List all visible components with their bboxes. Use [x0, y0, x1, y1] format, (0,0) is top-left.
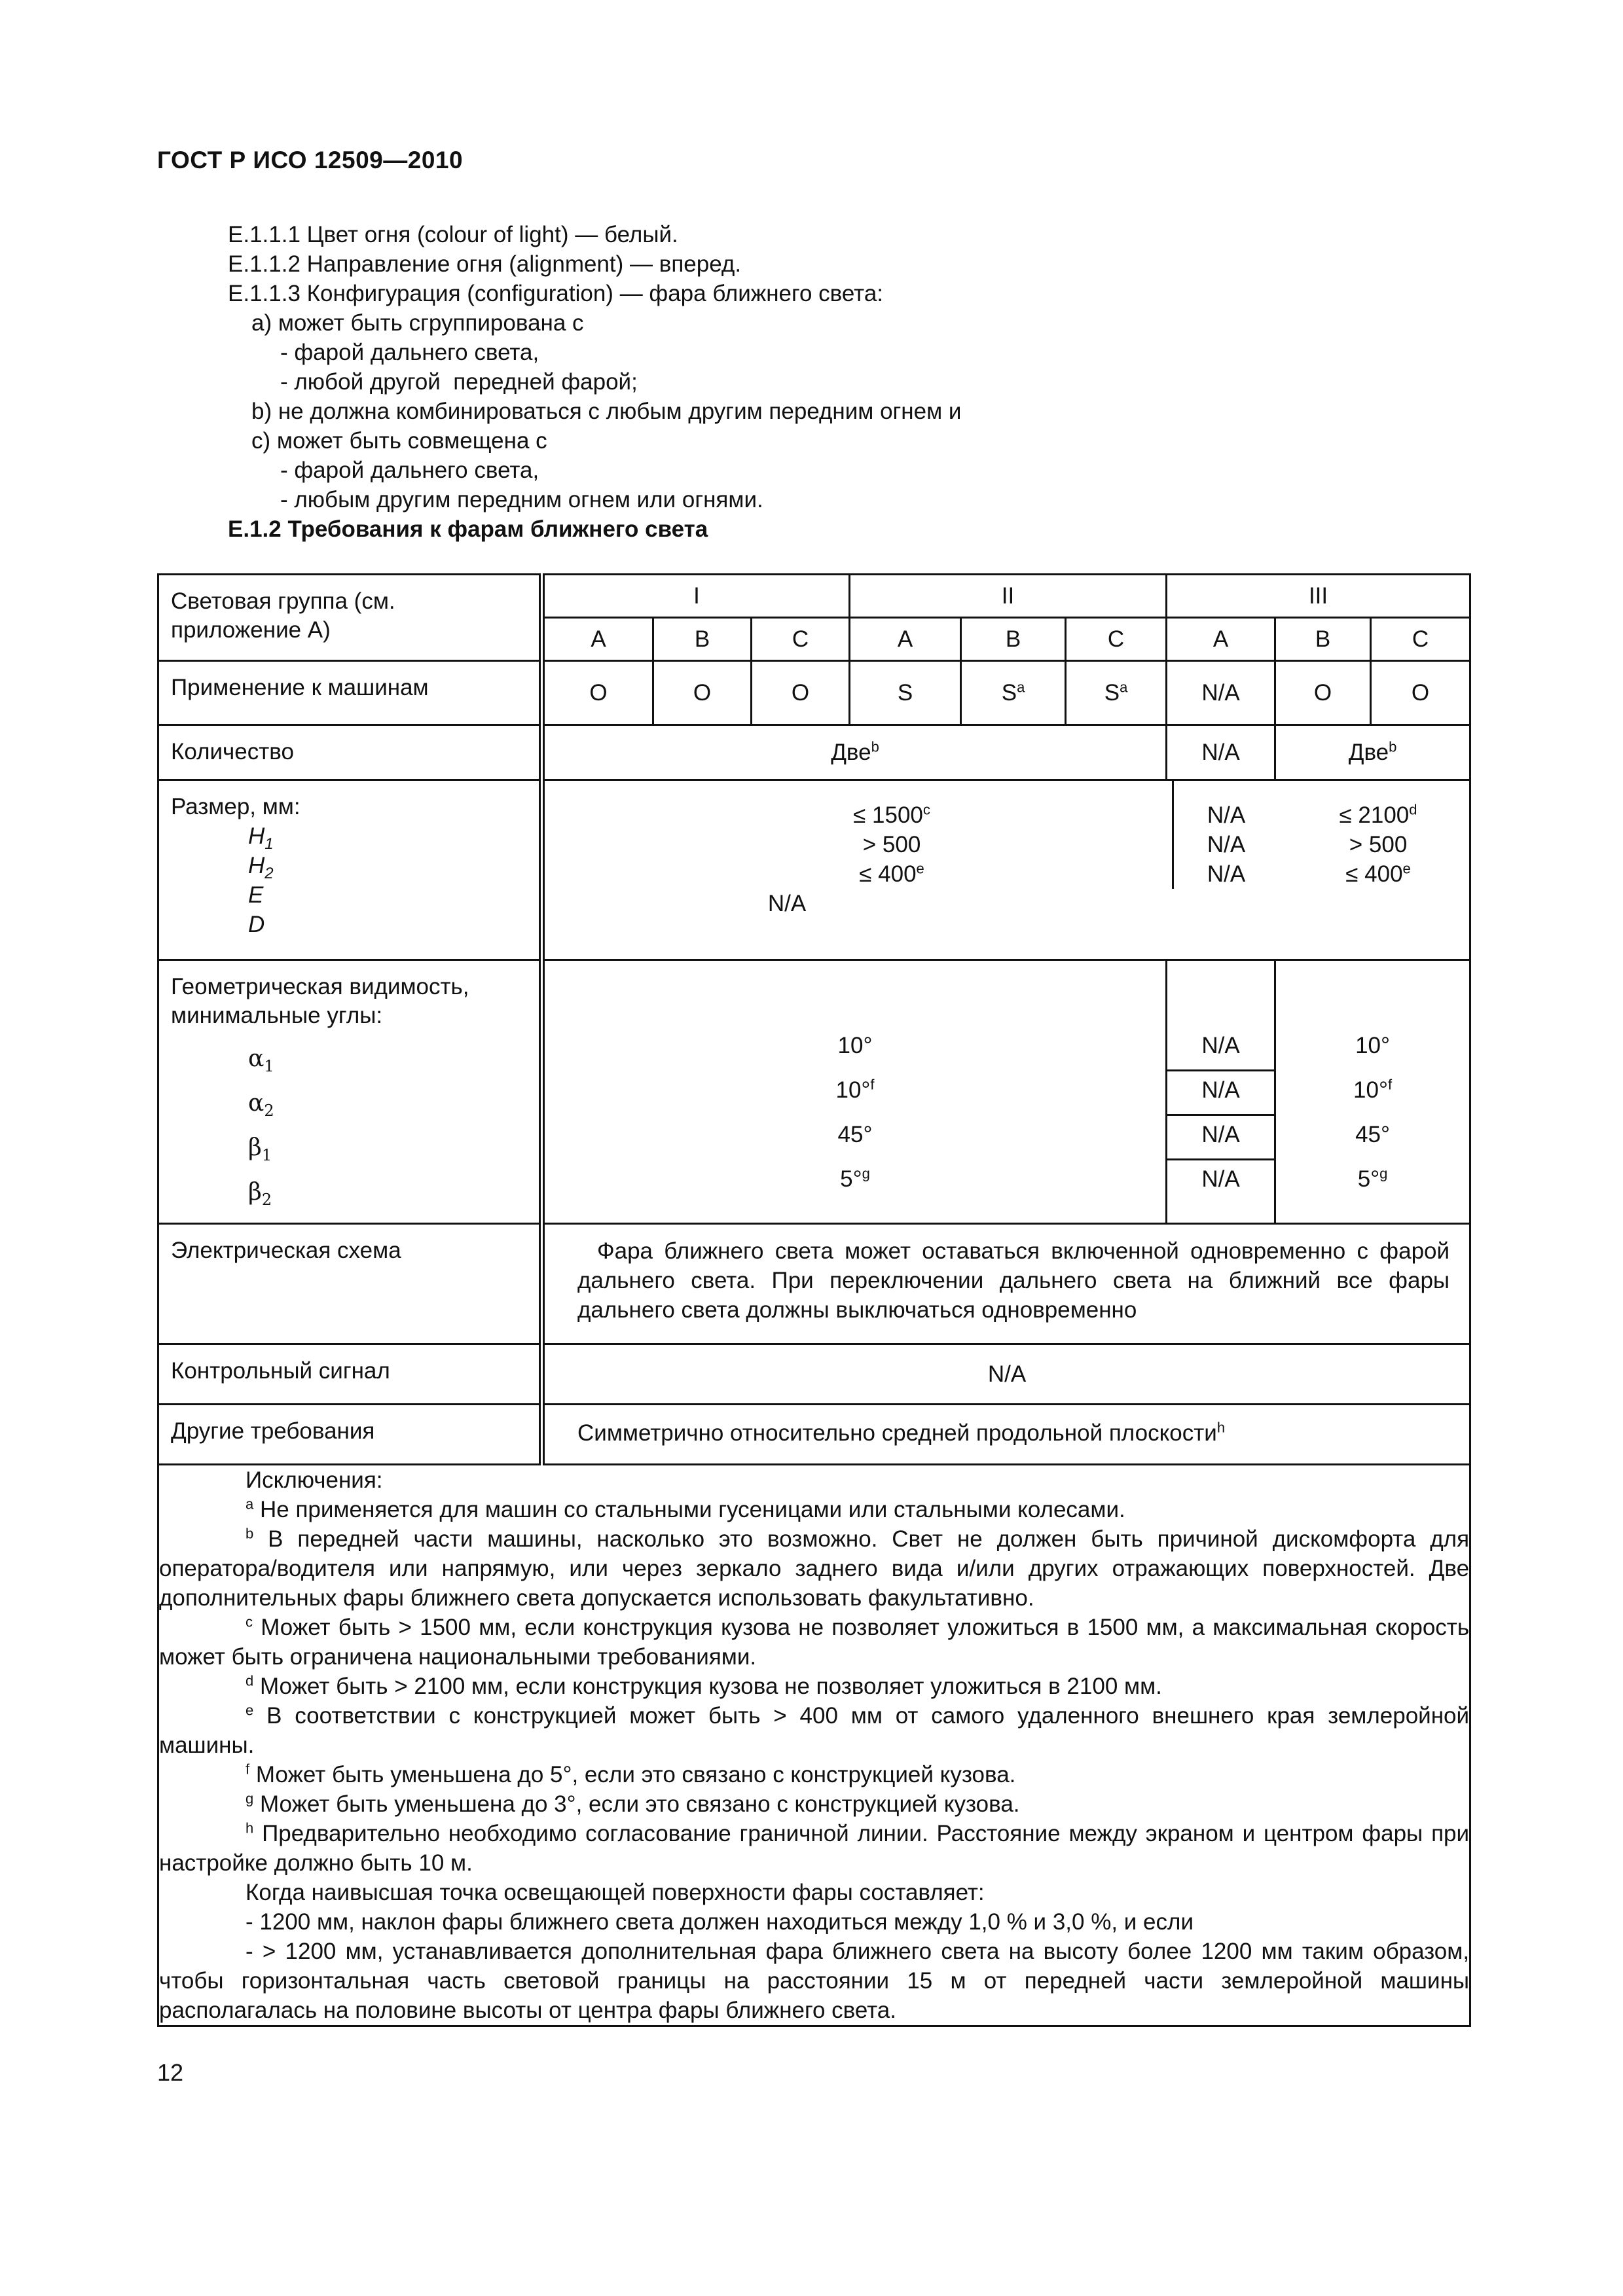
application-cell: S [850, 661, 961, 725]
sub-header: B [961, 618, 1066, 661]
geo-main: 10° 10°$^f$ 45° 5°$^g$ [542, 960, 1167, 1224]
size-iii: ≤ $2100^d$ > 500 ≤ $400^e$ [1339, 801, 1417, 887]
note-h: $^h$ Предварительно необходимо согласование граничной линии. Расстояние между экраном и центром фары при настройке должно быть 10 м. [159, 1820, 1470, 1876]
item-a-1: - фарой дальнего света, [280, 340, 539, 365]
item-c-2: - любым другим передним огнем или огнями. [280, 487, 763, 512]
other-value: Симметрично относительно средней продольной плоскости$^h$ [542, 1405, 1470, 1465]
sub-header: B [1275, 618, 1371, 661]
sub-header: C [1066, 618, 1167, 661]
sub-header: A [1167, 618, 1275, 661]
item-a-2: - любой другой передней фарой; [280, 369, 638, 395]
geo-na: N/A N/A N/A N/A [1167, 960, 1275, 1224]
note-extra-1: Когда наивысшая точка освещающей поверхности фары составляет: [246, 1880, 985, 1905]
quantity-na: N/A [1167, 725, 1275, 780]
application-cell: $S^a$ [1066, 661, 1167, 725]
intro-section [228, 220, 1472, 544]
clause-e111: Е.1.1.1 Цвет огня (colour of light) — белый. [228, 222, 678, 247]
notes-cell [158, 1465, 1470, 2026]
note-f: $^f$ Может быть уменьшена до 5°, если это связано с конструкцией кузова. [246, 1761, 1016, 1787]
size-label: Размер, мм: $H_1$ $H_2$ E D [158, 780, 542, 960]
note-c: $^c$ Может быть > 1500 мм, если конструкция кузова не позволяет уложиться в 1500 мм, а максимальная скорость может быть ограничена национальными требованиями. [159, 1613, 1470, 1670]
control-label: Контрольный сигнал [158, 1344, 542, 1405]
document-header: ГОСТ Р ИСО 12509—2010 [157, 147, 464, 173]
electric-text: Фара ближнего света может оставаться включенной одновременно с фарой дальнего света. При переключении дальнего света на ближний все фары дальнего света должны выключаться одновременно [542, 1224, 1470, 1344]
size-d: N/A [767, 891, 807, 916]
application-cell: $S^a$ [961, 661, 1066, 725]
size-na: N/A N/A N/A [1207, 802, 1246, 887]
note-e: $^e$ В соответствии с конструкцией может быть > 400 мм от самого удаленного внешнего края землеройной машины. [159, 1702, 1470, 1758]
quantity-main: Две$^b$ [542, 725, 1167, 780]
application-cell: N/A [1167, 661, 1275, 725]
quantity-iii: Две$^b$ [1275, 725, 1470, 780]
notes-title: Исключения: [246, 1467, 383, 1493]
sub-header: A [542, 618, 653, 661]
note-g: $^g$ Может быть уменьшена до 3°, если это связано с конструкцией кузова. [246, 1790, 1020, 1817]
group-header-i: I [542, 575, 850, 618]
sub-header: C [1371, 618, 1470, 661]
geo-symbols: $\alpha_1$ $\alpha_2$ $\beta_1$ $\beta_2$ [248, 1045, 274, 1210]
application-cell: O [653, 661, 752, 725]
application-cell: O [1371, 661, 1470, 725]
requirements-table [157, 573, 1471, 2027]
note-extra-3: - > 1200 мм, устанавливается дополнительная фара ближнего света на высоту более 1200 мм таким образом, чтобы горизонтальная часть световой границы на расстоянии 15 м от передней части землеройной машины располагалась на половине высоты от центра фары ближнего света. [159, 1939, 1470, 2023]
item-c-1: - фарой дальнего света, [280, 457, 539, 483]
sub-header: C [752, 618, 850, 661]
size-vars: $H_1$ $H_2$ E D [248, 823, 274, 937]
application-label: Применение к машинам [158, 661, 542, 725]
note-extra-2: - 1200 мм, наклон фары ближнего света должен находиться между 1,0 % и 3,0 %, и если [246, 1909, 1194, 1935]
electric-label: Электрическая схема [158, 1224, 542, 1344]
clause-e112: Е.1.1.2 Направление огня (alignment) — вперед. [228, 251, 742, 277]
size-main: ≤ $1500^c$ > 500 ≤ $400^e$ [853, 801, 930, 887]
sub-header: B [653, 618, 752, 661]
group-header-iii: III [1167, 575, 1470, 618]
application-cell: O [1275, 661, 1371, 725]
size-values [542, 780, 1470, 960]
clause-e113: Е.1.1.3 Конфигурация (configuration) — фара ближнего света: [228, 281, 884, 306]
note-d: $^d$ Может быть > 2100 мм, если конструкция кузова не позволяет уложиться в 2100 мм. [246, 1672, 1162, 1699]
sub-header: A [850, 618, 961, 661]
application-cell: O [542, 661, 653, 725]
quantity-label: Количество [158, 725, 542, 780]
group-label: Световая группа (см. приложение А) [158, 575, 542, 661]
geo-label: Геометрическая видимость, минимальные углы: $\alpha_1$ $\alpha_2$ $\beta_1$ $\beta_2$ [158, 960, 542, 1224]
note-b: $^b$ В передней части машины, насколько это возможно. Свет не должен быть причиной дискомфорта для оператора/водителя или напрямую, или через зеркало заднего вида и/или других отражающих поверхностей. Две дополнительных фары ближнего света допускается использовать факультативно. [159, 1525, 1470, 1611]
group-header-ii: II [850, 575, 1167, 618]
geo-iii: 10° 10°$^f$ 45° 5°$^g$ [1275, 960, 1470, 1224]
item-c: с) может быть совмещена с [251, 428, 547, 454]
application-cell: O [752, 661, 850, 725]
item-b: b) не должна комбинироваться с любым другим передним огнем и [251, 399, 962, 424]
page-number: 12 [157, 2059, 184, 2086]
note-a: $^a$ Не применяется для машин со стальными гусеницами или стальными колесами. [246, 1496, 1125, 1522]
other-label: Другие требования [158, 1405, 542, 1465]
item-a: а) может быть сгруппирована с [251, 310, 584, 336]
section-title: Е.1.2 Требования к фарам ближнего света [228, 516, 708, 542]
control-value: N/A [542, 1344, 1470, 1405]
